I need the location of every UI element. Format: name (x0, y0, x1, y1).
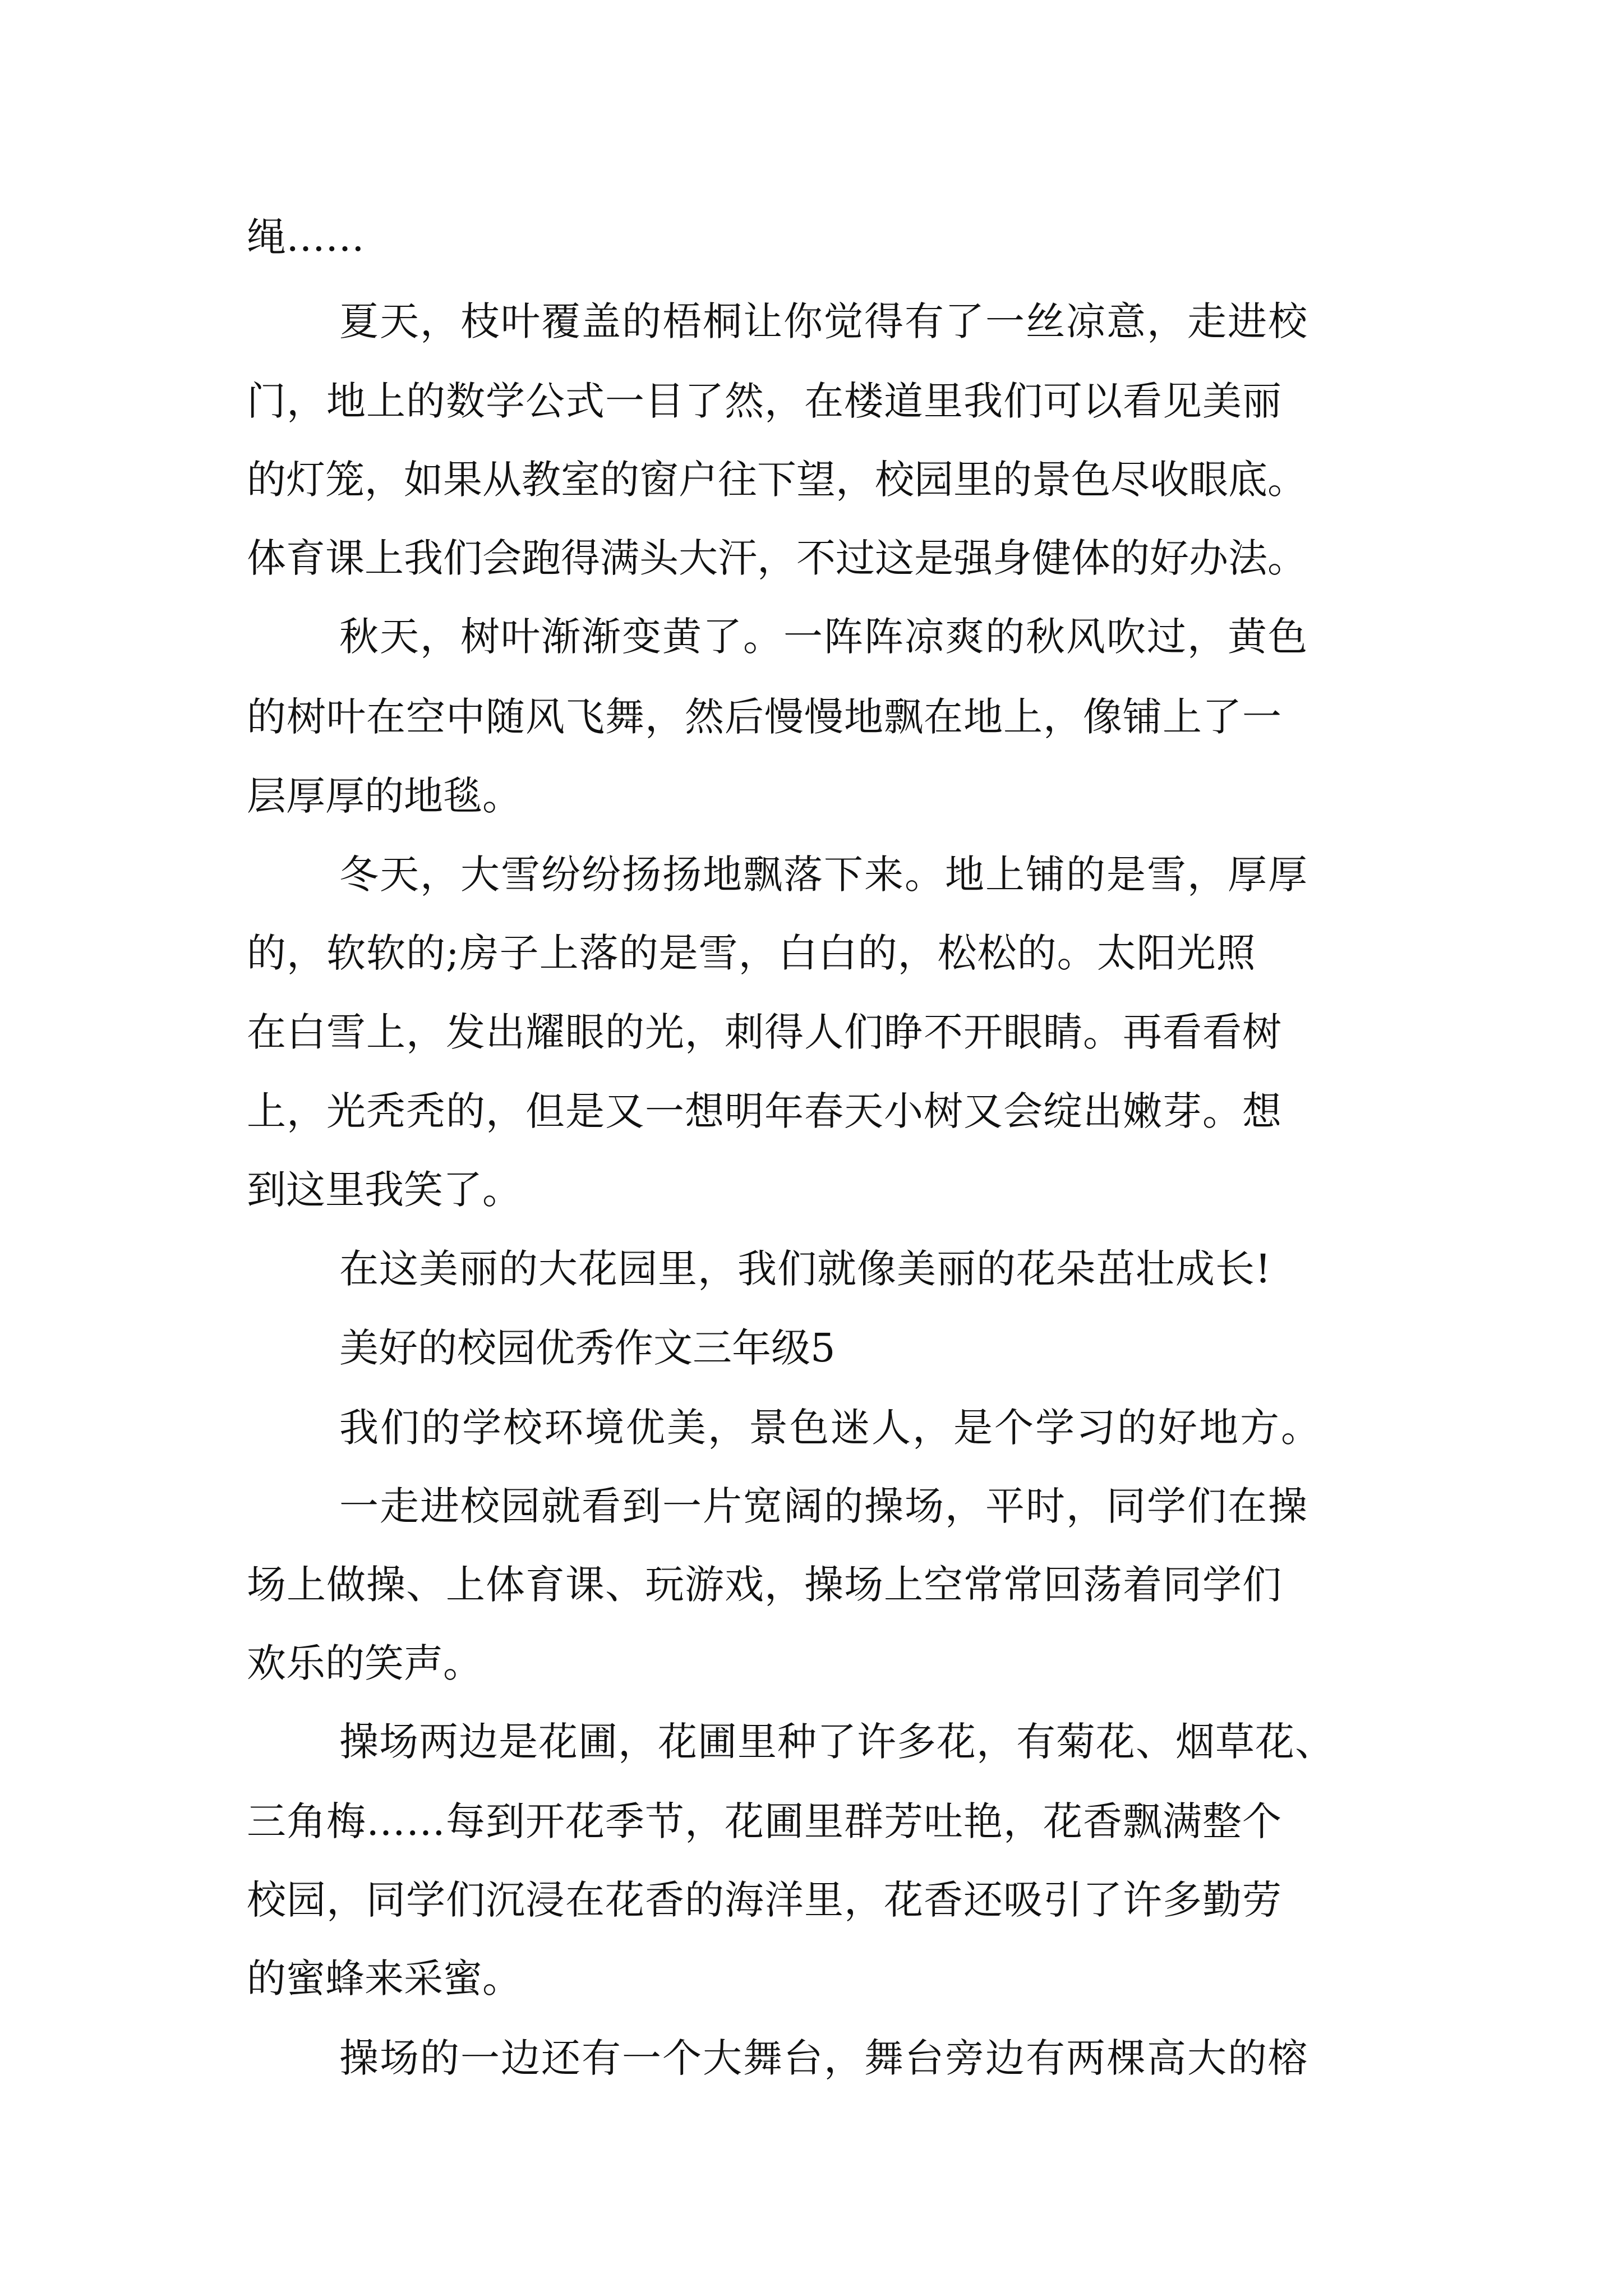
text-line: 的灯笼，如果从教室的窗户往下望，校园里的景色尽收眼底。 (247, 457, 1307, 503)
essay-heading: 美好的校园优秀作文三年级5 (339, 1325, 836, 1371)
text-line: 场上做操、上体育课、玩游戏，操场上空常常回荡着同学们 (247, 1562, 1282, 1608)
text-line: 在白雪上，发出耀眼的光，刺得人们睁不开眼睛。再看看树 (247, 1009, 1282, 1055)
text-line: 绳…… (247, 214, 365, 260)
text-line: 门，地上的数学公式一目了然，在楼道里我们可以看见美丽 (247, 378, 1282, 424)
paragraph-stage-start: 操场的一边还有一个大舞台，舞台旁边有两棵高大的榕 (339, 2035, 1308, 2081)
paragraph-closing: 在这美丽的大花园里，我们就像美丽的花朵茁壮成长! (339, 1246, 1272, 1292)
paragraph-flowerbed-start: 操场两边是花圃，花圃里种了许多花，有菊花、烟草花、 (339, 1719, 1335, 1765)
paragraph-intro: 我们的学校环境优美，景色迷人，是个学习的好地方。 (339, 1405, 1322, 1451)
paragraph-summer-start: 夏天，枝叶覆盖的梧桐让你觉得有了一丝凉意，走进校 (339, 298, 1308, 344)
text-line: 欢乐的笑声。 (247, 1640, 482, 1686)
text-line: 的树叶在空中随风飞舞，然后慢慢地飘在地上，像铺上了一 (247, 694, 1282, 740)
text-line: 到这里我笑了。 (247, 1167, 522, 1213)
text-line: 体育课上我们会跑得满头大汗，不过这是强身健体的好办法。 (247, 535, 1307, 581)
text-line: 上，光秃秃的，但是又一想明年春天小树又会绽出嫩芽。想 (247, 1088, 1282, 1134)
paragraph-playground-start: 一走进校园就看到一片宽阔的操场，平时，同学们在操 (339, 1483, 1308, 1529)
text-line: 三角梅……每到开花季节，花圃里群芳吐艳，花香飘满整个 (247, 1798, 1282, 1844)
text-line: 层厚厚的地毯。 (247, 773, 522, 819)
text-line: 的，软软的;房子上落的是雪，白白的，松松的。太阳光照 (247, 930, 1256, 976)
text-line: 校园，同学们沉浸在花香的海洋里，花香还吸引了许多勤劳 (247, 1877, 1282, 1923)
text-line: 的蜜蜂来采蜜。 (247, 1955, 522, 2001)
paragraph-autumn-start: 秋天，树叶渐渐变黄了。一阵阵凉爽的秋风吹过，黄色 (339, 614, 1308, 660)
paragraph-winter-start: 冬天，大雪纷纷扬扬地飘落下来。地上铺的是雪，厚厚 (339, 852, 1308, 898)
